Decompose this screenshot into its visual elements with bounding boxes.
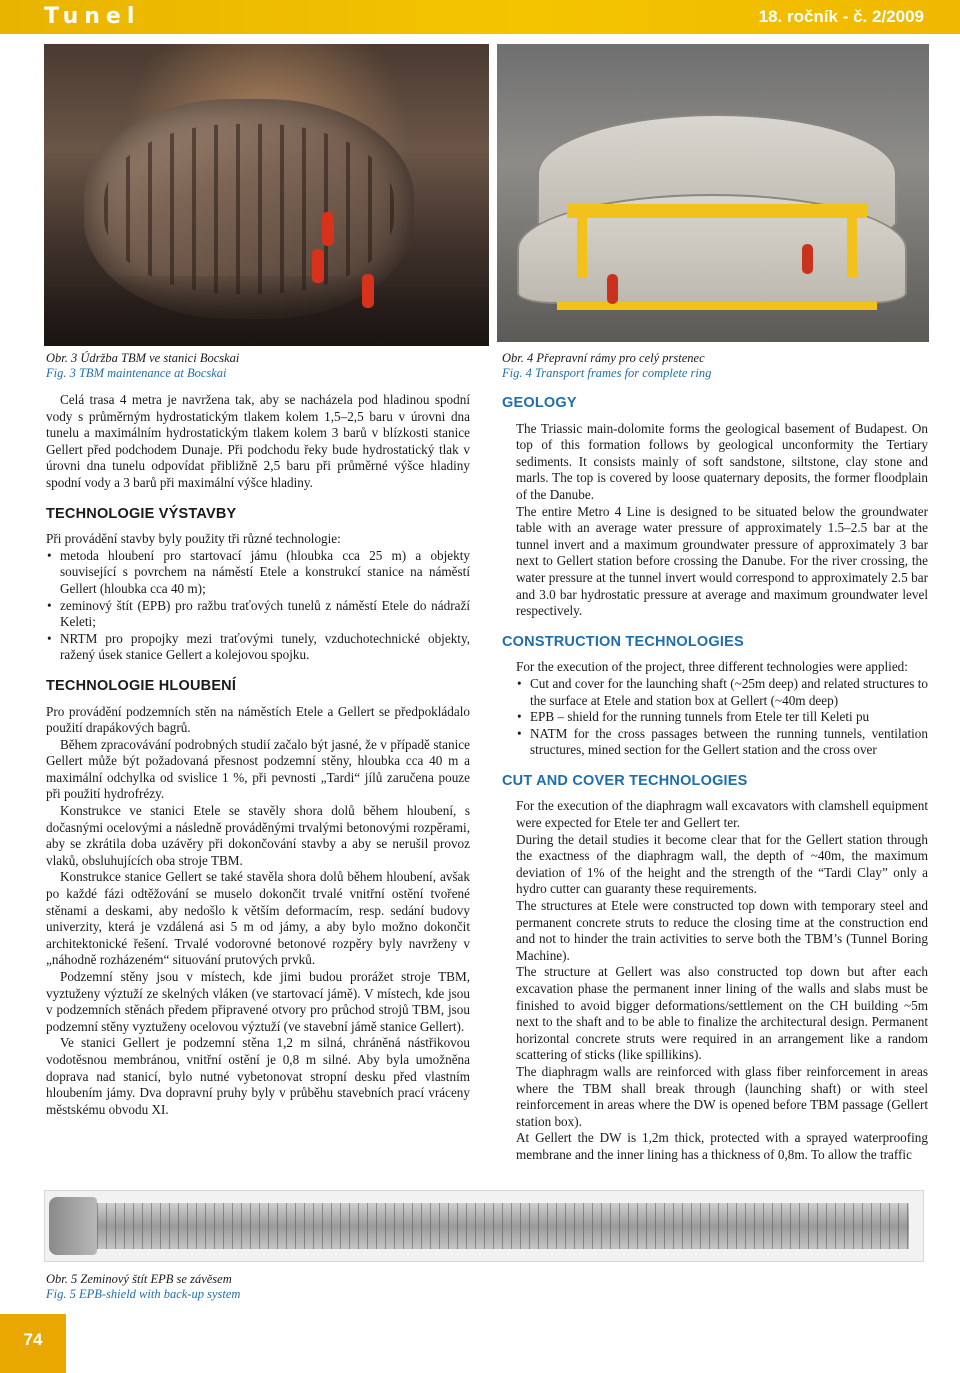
page-number: 74 xyxy=(23,1330,43,1349)
section-heading-technologie-vystavby: TECHNOLOGIE VÝSTAVBY xyxy=(46,505,237,522)
technology-list-en xyxy=(516,676,928,759)
english-column xyxy=(502,395,928,1164)
list-item: • NATM for the cross passages between the running tunnels, ventilation structures, mined section for the Gellert station and the cross over xyxy=(516,726,928,759)
yellow-frame xyxy=(567,204,867,218)
paragraph: The diaphragm walls are reinforced with glass fiber reinforcement in areas where the TBM shall break through (launching shaft) or with steel reinforcement in areas where the DW is opened before TBM passage (Gellert station box). xyxy=(516,1063,928,1129)
worker-figure xyxy=(322,212,334,246)
paragraph: At Gellert the DW is 1,2m thick, protected with a sprayed waterproofing membrane and the inner lining has a thickness of 0,8m. To allow the traffic xyxy=(516,1130,928,1162)
transport-frames-photo xyxy=(497,44,929,342)
figure-4-caption: Obr. 4 Přepravní rámy pro celý prstenec Fig. 4 Transport frames for complete ring xyxy=(502,351,712,380)
section-heading-cut-and-cover: CUT AND COVER TECHNOLOGIES xyxy=(502,772,748,789)
tbm-maintenance-photo xyxy=(44,44,489,346)
paragraph: Ve stanici Gellert je podzemní stěna 1,2 m silná, chráněná nástřikovou vodotěsnou membránou, vnitřní ostění je 0,8 m silné. Aby byla umožněna doprava nad stanicí, bylo nutné vybetonovat stropní desku před vlastním hloubením jámy. Dva dopravní pruhy byly v průběhu stavebních prací vráceny městskému obvodu XI. xyxy=(46,1035,470,1117)
figure-3-caption: Obr. 3 Údržba TBM ve stanici Bocskai Fig. 3 TBM maintenance at Bocskai xyxy=(46,351,240,380)
paragraph: Konstrukce stanice Gellert se také stavěla shora dolů během hloubení, avšak po každé fázi odtěžování se muselo dokončit trvalé vnitřní ostění tvořené stěnami a deskami, aby nedošlo k větším deformacím, resp. sedání budovy univerzity, která je vzdálená asi 5 m od jámy, a aby bylo možno dokončit architektonické řešení. Trvalé vodorovné betonové rozpěry byly navrženy v „náhodně rozházeném“ situování prutových prvků. xyxy=(46,869,470,968)
worker-figure xyxy=(802,244,813,274)
technology-list xyxy=(46,548,470,664)
paragraph: For the execution of the diaphragm wall excavators with clamshell equipment were expected for Etele ter and Gellert ter. xyxy=(516,798,928,831)
epb-shield xyxy=(49,1197,97,1255)
list-item: • EPB – shield for the running tunnels from Etele ter till Keleti pu xyxy=(516,709,928,726)
worker-figure xyxy=(362,274,374,308)
figure-5-caption: Obr. 5 Zeminový štít EPB se závěsem Fig. 5 EPB-shield with back-up system xyxy=(46,1272,241,1301)
czech-column xyxy=(46,392,470,1118)
paragraph: The entire Metro 4 Line is designed to be situated below the groundwater table with an average water pressure of approximately 1.5–2.5 bar at the tunnel invert and a maximum groundwater pressure of approximately 3 bar next to Gellert station before crossing the Danube. For the river crossing, the water pressure at the tunnel invert would correspond to approximately 2.5 bar and 3.0 bar hydrostatic pressure at average and maximum groundwater level respectively. xyxy=(516,503,928,619)
issue-label: 18. ročník - č. 2/2009 xyxy=(758,7,924,26)
section-heading-technologie-hloubeni: TECHNOLOGIE HLOUBENÍ xyxy=(46,677,237,694)
list-item: • NRTM pro propojky mezi traťovými tunely, vzduchotechnické objekty, ražený úsek stanice Gellert a kolejovou spojku. xyxy=(46,631,470,664)
paragraph: Při provádění stavby byly použity tři různé technologie: xyxy=(46,531,341,547)
backup-system xyxy=(61,1203,909,1249)
epb-shield-drawing xyxy=(44,1190,924,1262)
worker-figure xyxy=(312,249,324,283)
paragraph: Podzemní stěny jsou v místech, kde jimi budou prorážet stroje TBM, vyztuženy výztuží ze skelných vláken (ve startovací jámě). V místech, kde jsou v podzemních stěnách předem připravené otvory pro průchod strojů TBM, jsou podzemní stěny vyztuženy ocelovou výztuží (ve stavební jámě stanice Gellert). xyxy=(46,969,470,1034)
paragraph: The structures at Etele were constructed top down with temporary steel and permanent concrete struts to reduce the closing time at the construction end and not to hinder the train activities to serve both the TBM’s (Tunnel Boring Machine). xyxy=(516,898,928,963)
paragraph: During the detail studies it become clear that for the Gellert station through the exactness of the diaphragm wall, the depth of ~40m, the maximum deviation of 1% of the height and the strength of the “Tardi Clay” only a hydro cutter can guaranty these requirements. xyxy=(516,831,928,897)
worker-figure xyxy=(607,274,618,304)
list-item: • metoda hloubení pro startovací jámu (hloubka cca 25 m) a objekty související s povrchem na náměstí Etele a konstrukcí stanice na náměstí Gellert (hloubka cca 40 m); xyxy=(46,548,470,598)
section-heading-construction-technologies: CONSTRUCTION TECHNOLOGIES xyxy=(502,633,744,650)
section-heading-geology: GEOLOGY xyxy=(502,395,577,411)
paragraph: Konstrukce ve stanici Etele se stavěly shora dolů během hloubení, s dočasnými ocelovými a následně prováděnými trvalými betonovými rozpěrami, aby se zkrátila doba uzávěry při dokončování stavby a aby se nerušil provoz vlaků, obsluhujících oba stroje TBM. xyxy=(46,803,470,868)
list-item: • Cut and cover for the launching shaft (~25m deep) and related structures to the surface at Etele and station box at Gellert (~40m deep) xyxy=(516,676,928,709)
header-bar xyxy=(0,0,960,34)
paragraph: Během zpracovávání podrobných studií začalo být jasné, že v případě stanice Gellert může být požadovaná přesnost podzemní stěny, hloubka cca 40 m a maximální odchylka od svislice 1 %, při pevnosti „Tardi“ jílů zaručena pouze při použití hydrofrézy. xyxy=(46,736,470,802)
journal-logo: Tunel xyxy=(44,4,141,29)
paragraph: The structure at Gellert was also constructed top down but after each excavation phase the permanent inner lining of the walls and slabs must be finished to avoid bigger deformations/settlement on the CH building ~5m next to the shaft and to be able to finalize the architectural design. Permanent horizontal concrete struts were required in an arrangement like a random scattering of sticks (like spillikins). xyxy=(516,964,928,1063)
list-item: • zeminový štít (EPB) pro ražbu traťových tunelů z náměstí Etele do nádraží Keleti; xyxy=(46,598,470,631)
intro-paragraph: Celá trasa 4 metra je navržena tak, aby se nacházela pod hladinou spodní vody s průměrným hydrostatickým tlakem kolem 1,5–2,5 baru v úrovni dna tunelu a maximálním hydrostatickým tlakem kolem 3 barů v blízkosti stanice Gellert před podchodem Dunaje. Při podchodu řeky bude hydrostatický tlak v úrovni dna tunelu odpovídat přibližně 2,5 baru při průměrné výšce hladiny spodní vody a 3 barů při maximální výšce hladiny. xyxy=(46,392,470,490)
paragraph: For the execution of the project, three different technologies were applied: xyxy=(516,659,908,675)
paragraph: The Triassic main-dolomite forms the geological basement of Budapest. On top of this formation follows by geological unconformity the Tertiary sediments. It consists mainly of soft sandstone, siltstone, clay stone and marls. The top is covered by loose quaternary deposits, the former floodplain of the Danube. xyxy=(516,420,928,502)
paragraph: Pro provádění podzemních stěn na náměstích Etele a Gellert se předpokládalo použití drapákových bagrů. xyxy=(46,703,470,736)
